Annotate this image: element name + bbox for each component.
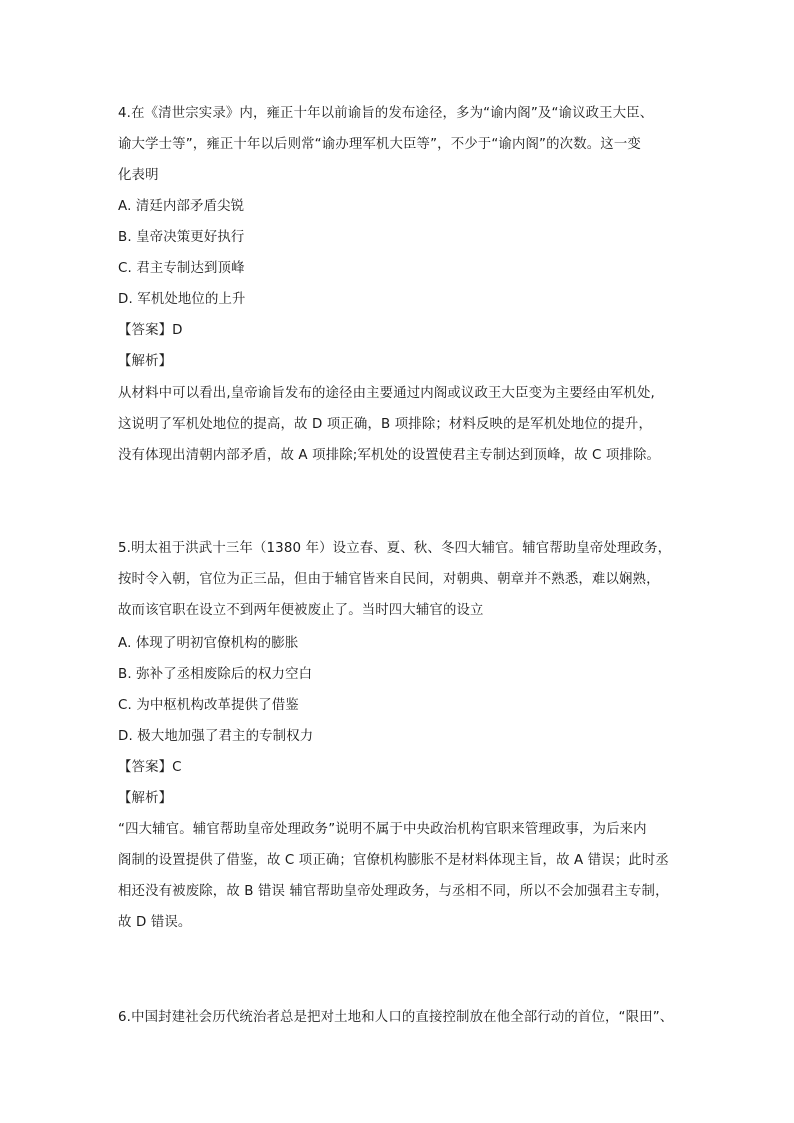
q5-option-c: C. 为中枢机构改革提供了借鉴 (118, 698, 299, 713)
q4-stem-line-3: 化表明 (118, 168, 159, 183)
q5-stem-line-2: 按时令入朝，官位为正三品，但由于辅官皆来自民间，对朝典、朝章并不熟悉，难以娴熟， (118, 572, 660, 587)
q6-stem-line-1: 6.中国封建社会历代统治者总是把对土地和人口的直接控制放在他全部行动的首位，“限田”、 (118, 1010, 674, 1025)
q5-analysis-line-2: 阁制的设置提供了借鉴，故 C 项正确；官僚机构膨胀不是材料体现主旨，故 A 错误；此时丞 (118, 853, 669, 868)
q4-analysis-line-1: 从材料中可以看出,皇帝谕旨发布的途径由主要通过内阁或议政王大臣变为主要经由军机处, (118, 386, 655, 401)
q4-option-a: A. 清廷内部矛盾尖锐 (118, 199, 245, 214)
q4-option-b: B. 皇帝决策更好执行 (118, 230, 245, 245)
q5-option-b: B. 弥补了丞相废除后的权力空白 (118, 667, 313, 682)
q5-option-d: D. 极大地加强了君主的专制权力 (118, 729, 314, 744)
q4-analysis-line-3: 没有体现出清朝内部矛盾，故 A 项排除;军机处的设置使君主专制达到顶峰，故 C 项排除。 (118, 448, 661, 463)
q4-option-d: D. 军机处地位的上升 (118, 292, 246, 307)
q4-stem-line-1: 4.在《清世宗实录》内，雍正十年以前谕旨的发布途径，多为“谕内阁”及“谕议政王大臣、 (118, 106, 654, 121)
q5-option-a: A. 体现了明初官僚机构的膨胀 (118, 636, 299, 651)
q4-stem-line-2: 谕大学士等”，雍正十年以后则常“谕办理军机大臣等”，不少于“谕内阁”的次数。这一变 (118, 137, 641, 152)
q4-analysis-label: 【解析】 (118, 354, 173, 369)
q4-answer: 【答案】D (118, 323, 183, 338)
q5-stem-line-3: 故而该官职在设立不到两年便被废止了。当时四大辅官的设立 (118, 603, 484, 618)
q4-option-c: C. 君主专制达到顶峰 (118, 261, 245, 276)
q5-answer: 【答案】C (118, 760, 182, 775)
q4-analysis-line-2: 这说明了军机处地位的提高，故 D 项正确，B 项排除；材料反映的是军机处地位的提升， (118, 417, 653, 432)
q5-analysis-line-3: 相还没有被废除，故 B 错误 辅官帮助皇帝处理政务，与丞相不同，所以不会加强君主专制， (118, 884, 669, 899)
q5-analysis-line-4: 故 D 错误。 (118, 915, 192, 930)
q5-analysis-label: 【解析】 (118, 791, 173, 806)
q5-analysis-line-1: “四大辅官。辅官帮助皇帝处理政务”说明不属于中央政治机构官职来管理政事，为后来内 (118, 822, 647, 837)
q5-stem-line-1: 5.明太祖于洪武十三年（1380 年）设立春、夏、秋、冬四大辅官。辅官帮助皇帝处理政务， (118, 541, 672, 556)
